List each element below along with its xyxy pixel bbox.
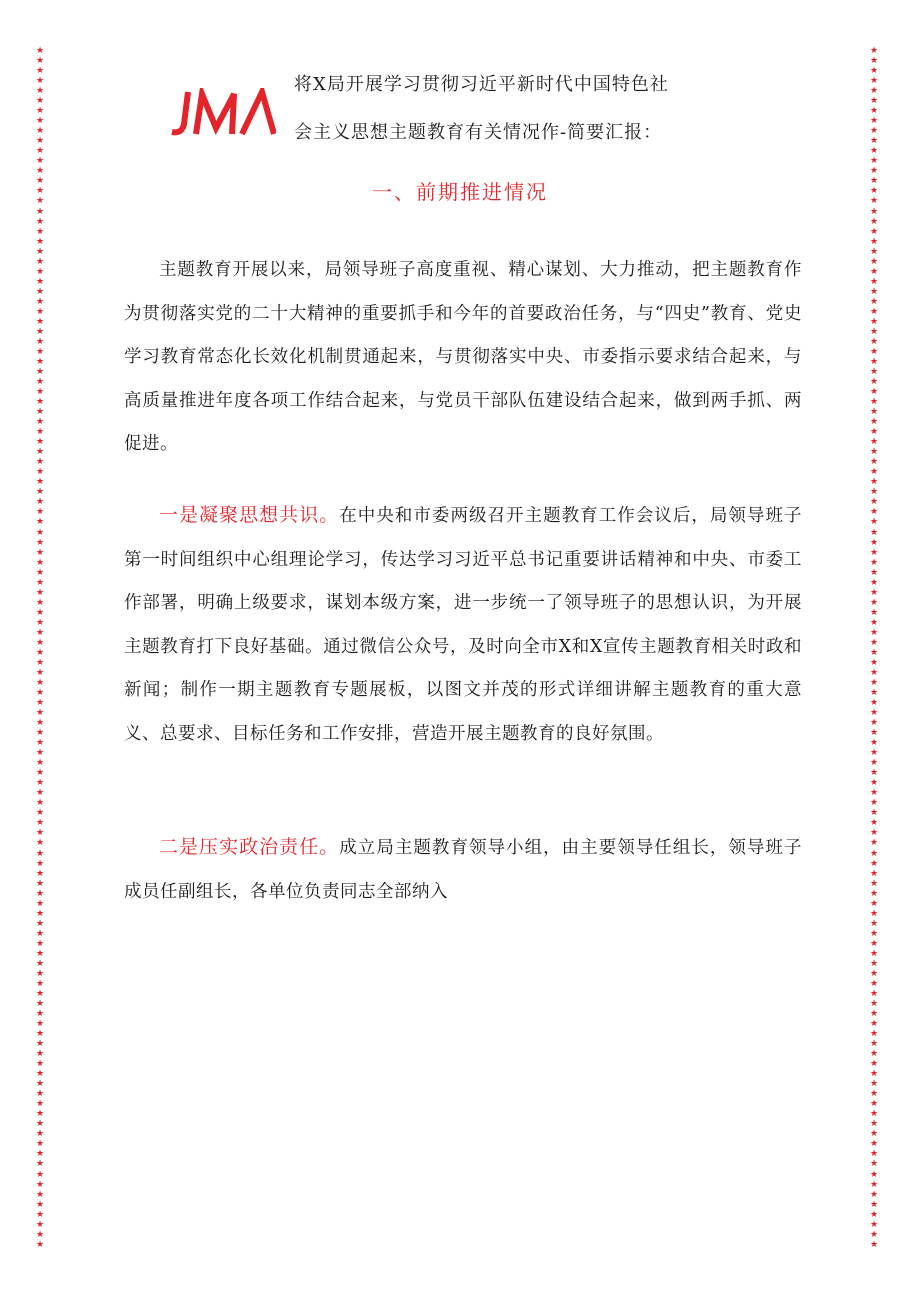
star-icon: ★ <box>35 768 45 779</box>
star-icon: ★ <box>869 346 879 357</box>
star-icon: ★ <box>869 848 879 859</box>
star-icon: ★ <box>869 1119 879 1130</box>
star-icon: ★ <box>869 617 879 628</box>
star-icon: ★ <box>869 1099 879 1110</box>
star-icon: ★ <box>35 326 45 337</box>
star-icon: ★ <box>869 838 879 849</box>
star-icon: ★ <box>869 1239 879 1250</box>
star-icon: ★ <box>869 868 879 879</box>
star-icon: ★ <box>35 758 45 769</box>
star-icon: ★ <box>35 447 45 458</box>
star-icon: ★ <box>869 196 879 207</box>
star-icon: ★ <box>869 236 879 247</box>
star-icon: ★ <box>35 1089 45 1100</box>
star-icon: ★ <box>869 667 879 678</box>
star-icon: ★ <box>869 948 879 959</box>
star-icon: ★ <box>35 1169 45 1180</box>
star-icon: ★ <box>869 908 879 919</box>
star-icon: ★ <box>869 1179 879 1190</box>
star-icon: ★ <box>869 256 879 267</box>
star-icon: ★ <box>869 1089 879 1100</box>
star-icon: ★ <box>869 607 879 618</box>
star-icon: ★ <box>35 497 45 508</box>
star-icon: ★ <box>35 647 45 658</box>
star-icon: ★ <box>869 447 879 458</box>
star-icon: ★ <box>869 76 879 87</box>
star-icon: ★ <box>869 1199 879 1210</box>
star-icon: ★ <box>35 1039 45 1050</box>
star-icon: ★ <box>869 1039 879 1050</box>
star-icon: ★ <box>869 1029 879 1040</box>
star-icon: ★ <box>35 106 45 117</box>
star-icon: ★ <box>869 988 879 999</box>
star-icon: ★ <box>35 607 45 618</box>
star-icon: ★ <box>869 487 879 498</box>
star-icon: ★ <box>35 76 45 87</box>
star-icon: ★ <box>35 627 45 638</box>
jma-logo <box>170 88 276 138</box>
star-icon: ★ <box>869 56 879 67</box>
star-icon: ★ <box>35 688 45 698</box>
star-icon: ★ <box>35 968 45 979</box>
star-icon: ★ <box>35 868 45 879</box>
paragraph-consensus <box>124 494 802 756</box>
star-icon: ★ <box>35 387 45 398</box>
star-icon: ★ <box>869 96 879 107</box>
star-icon: ★ <box>869 788 879 799</box>
star-icon: ★ <box>869 1129 879 1140</box>
star-icon: ★ <box>35 136 45 147</box>
star-icon: ★ <box>869 1229 879 1240</box>
paragraph-lead: 一是凝聚思想共识。 <box>159 504 340 526</box>
star-icon: ★ <box>35 838 45 849</box>
star-icon: ★ <box>869 477 879 488</box>
star-icon: ★ <box>869 688 879 698</box>
star-icon: ★ <box>35 818 45 829</box>
star-icon: ★ <box>869 467 879 478</box>
star-icon: ★ <box>35 788 45 799</box>
star-icon: ★ <box>35 206 45 217</box>
star-icon: ★ <box>35 487 45 498</box>
star-icon: ★ <box>35 1029 45 1040</box>
star-icon: ★ <box>35 778 45 789</box>
star-icon: ★ <box>869 186 879 197</box>
star-icon: ★ <box>35 828 45 839</box>
star-icon: ★ <box>35 356 45 367</box>
document-title-line-1: 将X局开展学习贯彻习近平新时代中国特色社 <box>294 74 669 95</box>
star-icon: ★ <box>869 417 879 428</box>
star-icon: ★ <box>869 858 879 869</box>
star-icon: ★ <box>35 427 45 438</box>
star-icon: ★ <box>35 316 45 327</box>
star-icon: ★ <box>35 417 45 428</box>
star-icon: ★ <box>35 1209 45 1220</box>
star-icon: ★ <box>869 126 879 137</box>
star-icon: ★ <box>35 306 45 317</box>
star-icon: ★ <box>869 176 879 187</box>
star-icon: ★ <box>35 367 45 377</box>
star-icon: ★ <box>35 878 45 889</box>
document-title-line-2: 会主义思想主题教育有关情况作-简要汇报： <box>294 122 663 143</box>
star-icon: ★ <box>869 1219 879 1230</box>
star-icon: ★ <box>35 256 45 267</box>
star-icon: ★ <box>869 758 879 769</box>
star-icon: ★ <box>869 1109 879 1120</box>
star-icon: ★ <box>35 276 45 287</box>
star-icon: ★ <box>35 96 45 107</box>
star-icon: ★ <box>869 978 879 989</box>
star-icon: ★ <box>869 878 879 889</box>
star-icon: ★ <box>35 397 45 408</box>
star-icon: ★ <box>35 1189 45 1200</box>
star-icon: ★ <box>869 397 879 408</box>
star-icon: ★ <box>35 216 45 227</box>
star-icon: ★ <box>35 1229 45 1240</box>
star-icon: ★ <box>35 958 45 969</box>
star-icon: ★ <box>869 136 879 147</box>
star-icon: ★ <box>35 1049 45 1060</box>
star-icon: ★ <box>869 1069 879 1080</box>
paragraph-intro <box>124 248 802 467</box>
star-icon: ★ <box>869 597 879 608</box>
star-icon: ★ <box>35 848 45 859</box>
paragraph-lead: 二是压实政治责任。 <box>159 836 340 858</box>
star-icon: ★ <box>869 587 879 598</box>
star-icon: ★ <box>35 698 45 709</box>
star-icon: ★ <box>869 166 879 177</box>
star-icon: ★ <box>869 1049 879 1060</box>
star-icon: ★ <box>35 1149 45 1160</box>
star-icon: ★ <box>869 738 879 749</box>
star-icon: ★ <box>35 537 45 548</box>
star-icon: ★ <box>869 537 879 548</box>
star-icon: ★ <box>869 407 879 418</box>
section-heading: 一、前期推进情况 <box>372 180 548 204</box>
star-icon: ★ <box>869 497 879 508</box>
star-icon: ★ <box>869 808 879 819</box>
star-icon: ★ <box>869 768 879 779</box>
star-icon: ★ <box>869 637 879 648</box>
star-icon: ★ <box>35 1119 45 1130</box>
star-icon: ★ <box>869 86 879 97</box>
star-icon: ★ <box>35 346 45 357</box>
star-icon: ★ <box>869 306 879 317</box>
star-icon: ★ <box>869 1009 879 1019</box>
star-icon: ★ <box>35 1179 45 1190</box>
star-icon: ★ <box>869 677 879 688</box>
star-icon: ★ <box>35 377 45 388</box>
star-icon: ★ <box>869 387 879 398</box>
star-icon: ★ <box>35 798 45 809</box>
left-star-border <box>34 46 46 1250</box>
star-icon: ★ <box>869 156 879 167</box>
star-icon: ★ <box>35 236 45 247</box>
star-icon: ★ <box>869 818 879 829</box>
star-icon: ★ <box>35 66 45 77</box>
star-icon: ★ <box>35 517 45 528</box>
star-icon: ★ <box>869 377 879 388</box>
star-icon: ★ <box>869 437 879 448</box>
star-icon: ★ <box>35 46 45 56</box>
star-icon: ★ <box>869 728 879 739</box>
star-icon: ★ <box>869 1189 879 1200</box>
star-icon: ★ <box>35 577 45 588</box>
star-icon: ★ <box>869 326 879 337</box>
star-icon: ★ <box>35 226 45 237</box>
star-icon: ★ <box>869 457 879 468</box>
star-icon: ★ <box>869 718 879 729</box>
star-icon: ★ <box>869 778 879 789</box>
star-icon: ★ <box>35 667 45 678</box>
star-icon: ★ <box>35 266 45 277</box>
star-icon: ★ <box>35 557 45 568</box>
star-icon: ★ <box>35 86 45 97</box>
star-icon: ★ <box>869 286 879 297</box>
star-icon: ★ <box>869 1209 879 1220</box>
star-icon: ★ <box>35 1129 45 1140</box>
star-icon: ★ <box>869 708 879 719</box>
star-icon: ★ <box>35 286 45 297</box>
star-icon: ★ <box>869 828 879 839</box>
star-icon: ★ <box>35 1009 45 1019</box>
star-icon: ★ <box>869 336 879 347</box>
star-icon: ★ <box>869 367 879 377</box>
star-icon: ★ <box>35 1159 45 1170</box>
star-icon: ★ <box>35 888 45 899</box>
star-icon: ★ <box>869 216 879 227</box>
star-icon: ★ <box>869 998 879 1009</box>
star-icon: ★ <box>35 246 45 257</box>
star-icon: ★ <box>869 627 879 638</box>
star-icon: ★ <box>869 1139 879 1150</box>
star-icon: ★ <box>869 296 879 307</box>
star-icon: ★ <box>869 1059 879 1070</box>
star-icon: ★ <box>35 146 45 157</box>
star-icon: ★ <box>869 657 879 668</box>
star-icon: ★ <box>35 988 45 999</box>
star-icon: ★ <box>869 276 879 287</box>
right-star-border <box>868 46 880 1250</box>
star-icon: ★ <box>35 1109 45 1120</box>
star-icon: ★ <box>869 266 879 277</box>
star-icon: ★ <box>869 1169 879 1180</box>
star-icon: ★ <box>869 356 879 367</box>
star-icon: ★ <box>869 116 879 127</box>
star-icon: ★ <box>35 978 45 989</box>
star-icon: ★ <box>35 938 45 949</box>
star-icon: ★ <box>869 698 879 709</box>
paragraph-text: 成立局主题教育领导小组，由主要领导任组长，领导班子成员任副组长，各单位负责同志全部纳入 <box>124 838 802 902</box>
star-icon: ★ <box>869 748 879 759</box>
star-icon: ★ <box>35 1139 45 1150</box>
star-icon: ★ <box>869 1019 879 1030</box>
star-icon: ★ <box>35 1019 45 1030</box>
star-icon: ★ <box>35 336 45 347</box>
star-icon: ★ <box>35 1059 45 1070</box>
star-icon: ★ <box>35 637 45 648</box>
star-icon: ★ <box>35 407 45 418</box>
star-icon: ★ <box>35 898 45 909</box>
star-icon: ★ <box>869 567 879 578</box>
star-icon: ★ <box>869 226 879 237</box>
star-icon: ★ <box>869 206 879 217</box>
star-icon: ★ <box>869 146 879 157</box>
star-icon: ★ <box>35 587 45 598</box>
star-icon: ★ <box>35 1069 45 1080</box>
star-icon: ★ <box>35 657 45 668</box>
star-icon: ★ <box>869 647 879 658</box>
star-icon: ★ <box>35 738 45 749</box>
star-icon: ★ <box>35 808 45 819</box>
star-icon: ★ <box>869 888 879 899</box>
star-icon: ★ <box>35 948 45 959</box>
star-icon: ★ <box>869 958 879 969</box>
star-icon: ★ <box>869 517 879 528</box>
star-icon: ★ <box>35 1079 45 1090</box>
star-icon: ★ <box>869 316 879 327</box>
star-icon: ★ <box>869 46 879 56</box>
star-icon: ★ <box>35 748 45 759</box>
star-icon: ★ <box>35 1219 45 1230</box>
star-icon: ★ <box>869 928 879 939</box>
star-icon: ★ <box>35 527 45 538</box>
star-icon: ★ <box>869 918 879 929</box>
star-icon: ★ <box>869 1159 879 1170</box>
star-icon: ★ <box>35 728 45 739</box>
star-icon: ★ <box>35 928 45 939</box>
star-icon: ★ <box>35 567 45 578</box>
star-icon: ★ <box>35 126 45 137</box>
star-icon: ★ <box>35 617 45 628</box>
star-icon: ★ <box>35 196 45 207</box>
star-icon: ★ <box>35 1199 45 1210</box>
paragraph-text: 主题教育开展以来，局领导班子高度重视、精心谋划、大力推动，把主题教育作为贯彻落实党的二十大精神的重要抓手和今年的首要政治任务，与“四史”教育、党史学习教育常态化长效化机制贯通起来，与贯彻落实中央、市委指示要求结合起来，与高质量推进年度各项工作结合起来，与党员干部队伍建设结合起来，做到两手抓、两促进。 <box>124 260 802 454</box>
star-icon: ★ <box>869 246 879 257</box>
star-icon: ★ <box>35 858 45 869</box>
star-icon: ★ <box>35 116 45 127</box>
star-icon: ★ <box>869 66 879 77</box>
star-icon: ★ <box>35 998 45 1009</box>
star-icon: ★ <box>869 557 879 568</box>
star-icon: ★ <box>35 908 45 919</box>
star-icon: ★ <box>35 156 45 167</box>
star-icon: ★ <box>35 1099 45 1110</box>
star-icon: ★ <box>35 56 45 67</box>
star-icon: ★ <box>35 547 45 558</box>
star-icon: ★ <box>869 1079 879 1090</box>
star-icon: ★ <box>869 798 879 809</box>
star-icon: ★ <box>35 918 45 929</box>
star-icon: ★ <box>35 597 45 608</box>
star-icon: ★ <box>35 507 45 518</box>
star-icon: ★ <box>869 898 879 909</box>
star-icon: ★ <box>869 427 879 438</box>
star-icon: ★ <box>869 547 879 558</box>
star-icon: ★ <box>35 467 45 478</box>
star-icon: ★ <box>35 437 45 448</box>
paragraph-text: 在中央和市委两级召开主题教育工作会议后，局领导班子第一时间组织中心组理论学习，传达学习习近平总书记重要讲话精神和中央、市委工作部署，明确上级要求，谋划本级方案，进一步统一了领导班子的思想认识，为开展主题教育打下良好基础。通过微信公众号，及时向全市X和X宣传主题教育相关时政和新闻；制作一期主题教育专题展板，以图文并茂的形式详细讲解主题教育的重大意义、总要求、目标任务和工作安排，营造开展主题教育的良好氛围。 <box>124 506 802 744</box>
star-icon: ★ <box>35 477 45 488</box>
star-icon: ★ <box>35 186 45 197</box>
star-icon: ★ <box>35 708 45 719</box>
star-icon: ★ <box>869 106 879 117</box>
star-icon: ★ <box>869 527 879 538</box>
star-icon: ★ <box>35 677 45 688</box>
star-icon: ★ <box>35 1239 45 1250</box>
star-icon: ★ <box>869 968 879 979</box>
star-icon: ★ <box>35 166 45 177</box>
star-icon: ★ <box>35 176 45 187</box>
star-icon: ★ <box>869 938 879 949</box>
star-icon: ★ <box>35 718 45 729</box>
star-icon: ★ <box>35 457 45 468</box>
paragraph-responsibility <box>124 826 802 914</box>
star-icon: ★ <box>869 1149 879 1160</box>
star-icon: ★ <box>35 296 45 307</box>
star-icon: ★ <box>869 577 879 588</box>
star-icon: ★ <box>869 507 879 518</box>
